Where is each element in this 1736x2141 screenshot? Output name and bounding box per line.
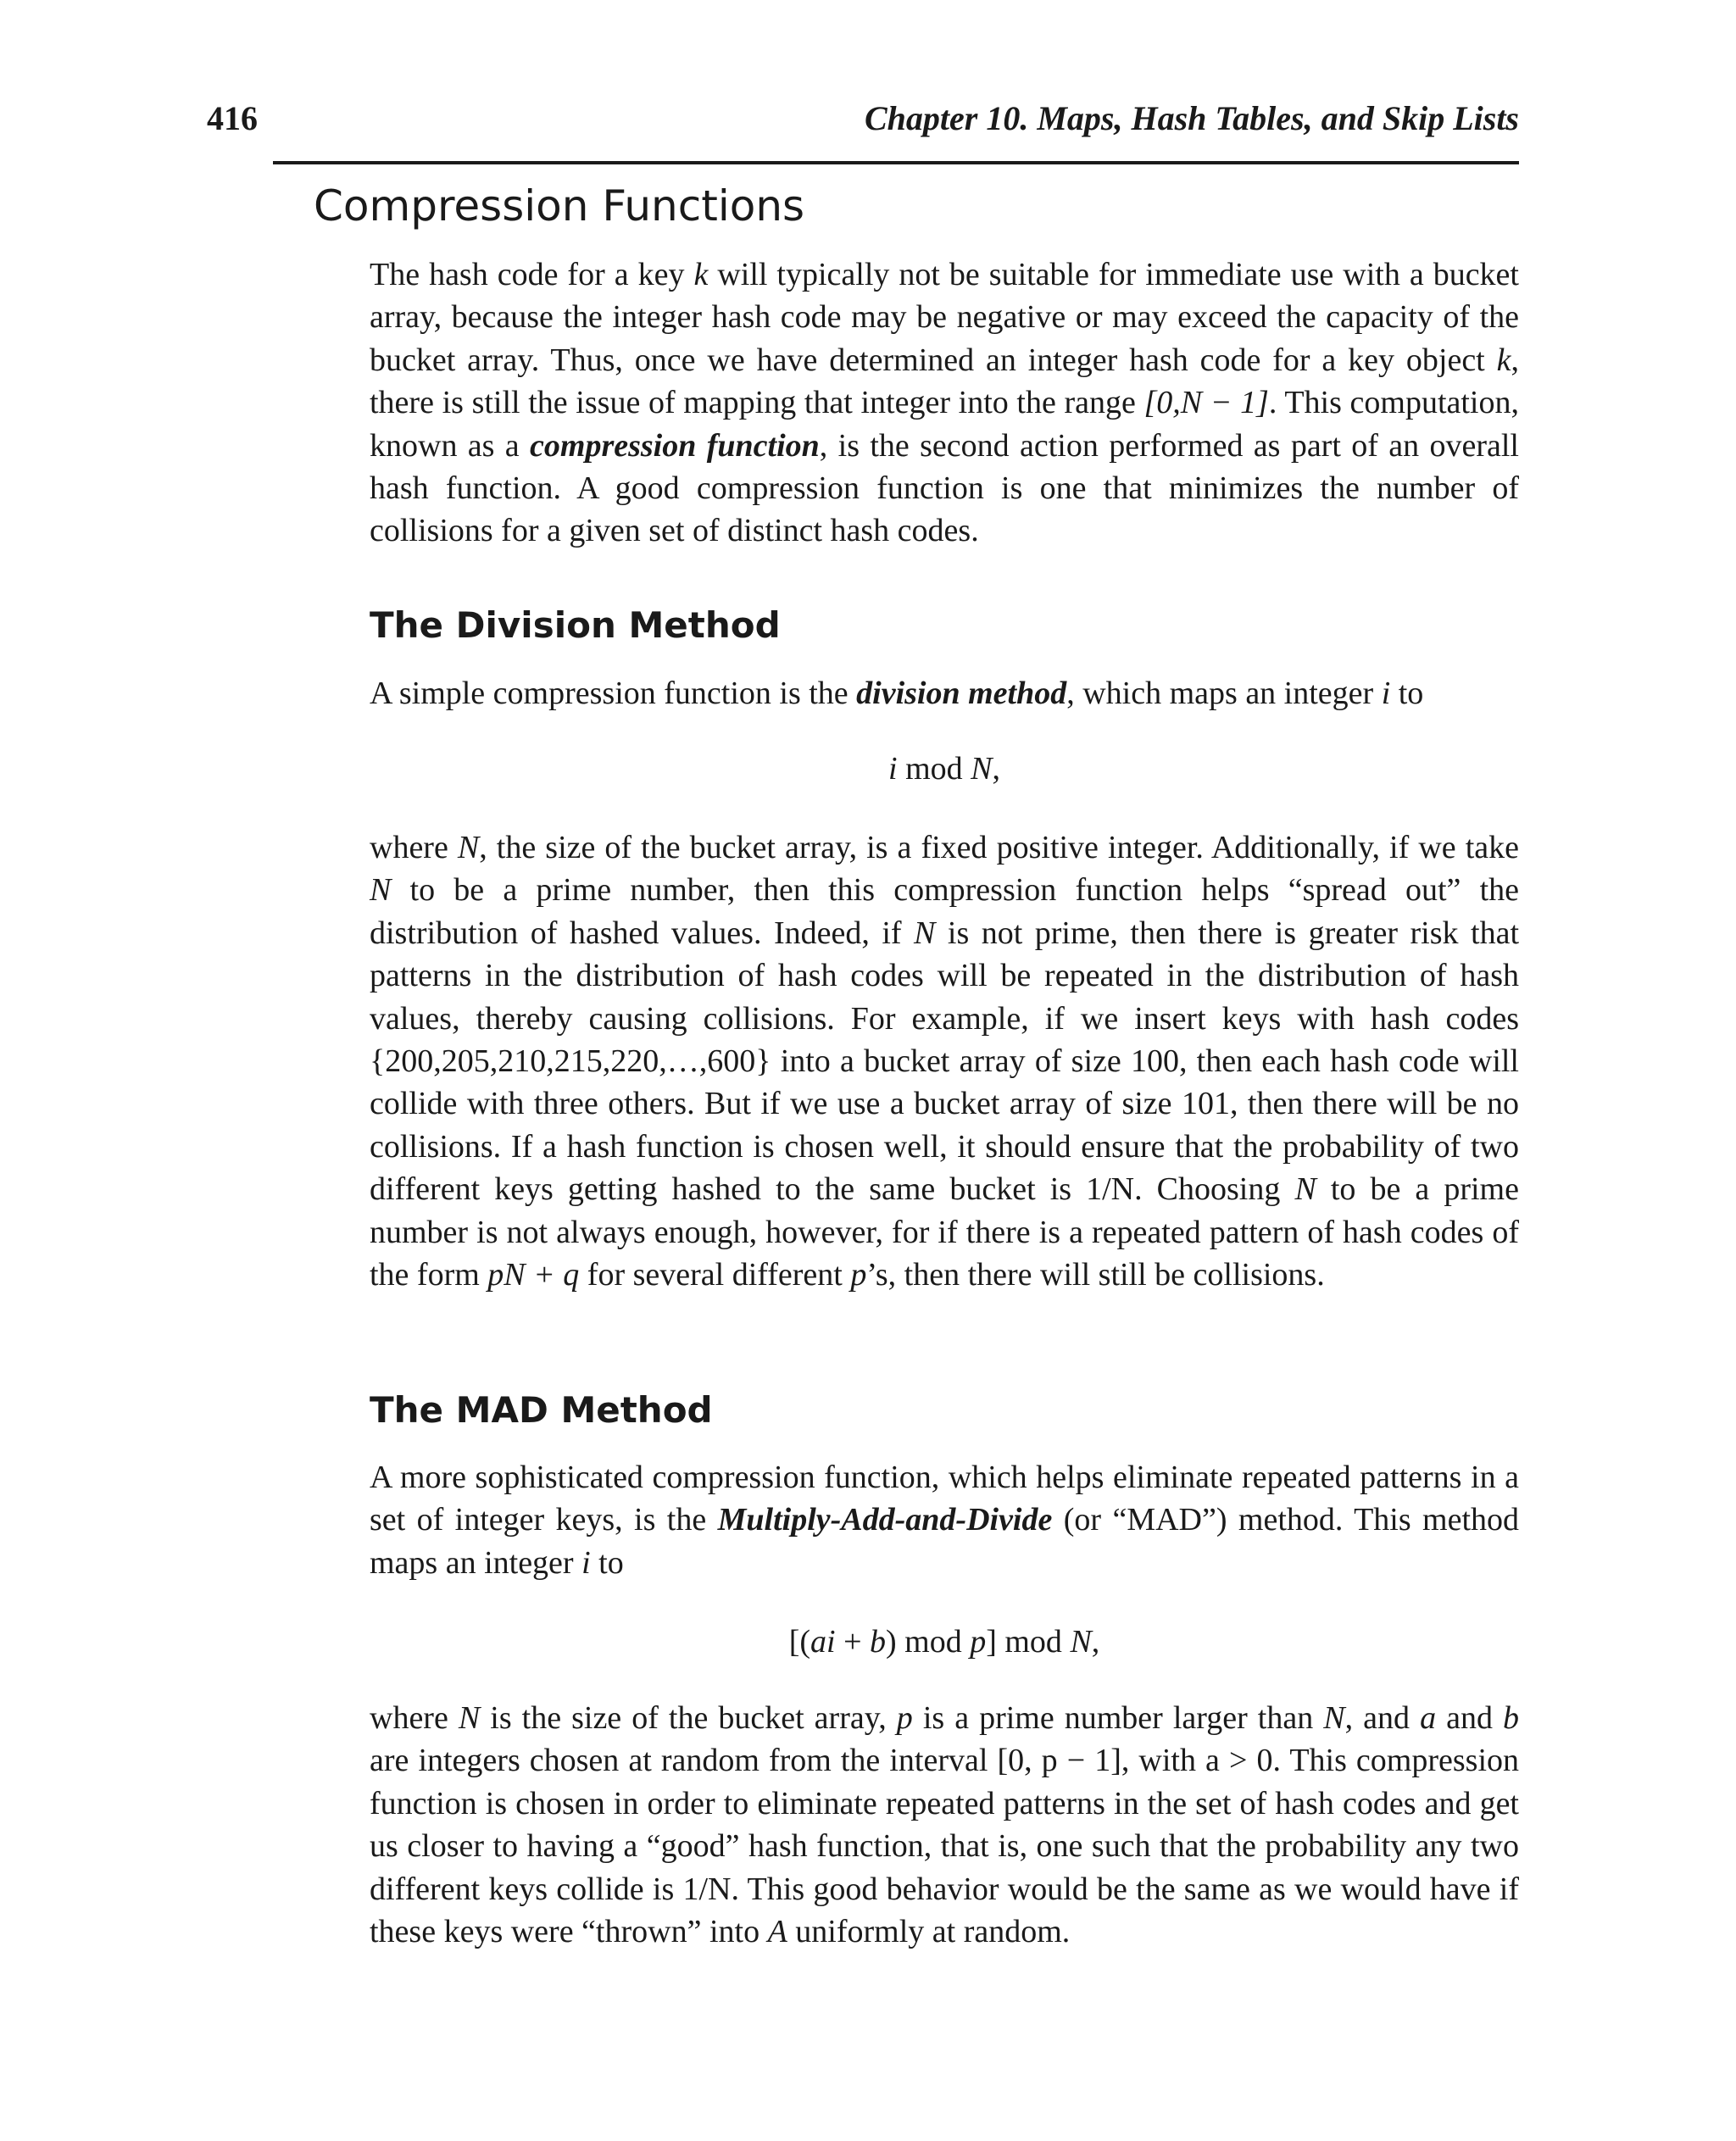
math-probability: 1/N xyxy=(1086,1171,1135,1208)
text: to xyxy=(590,1544,624,1581)
math-i: i xyxy=(888,751,898,787)
text: is a prime number larger than xyxy=(912,1700,1324,1736)
text: is not prime, then there is greater risk that patterns in the distribution of hash codes will be repeated in the distribution of hash values, thereby causing collisions. For example, if we insert keys with hash codes xyxy=(370,915,1519,1037)
math-condition: a > 0 xyxy=(1205,1743,1273,1779)
text: will typically not be suitable for immediate use with a bucket array, because the integer hash code may be negative or may exceed the capacity of the bucket array. Thus, once we have determined an integer hash code for a key object xyxy=(370,257,1519,378)
math-p: p xyxy=(970,1624,987,1660)
text: , is the second action performed as part of an overall hash function. A good compression function is one that minimizes the number of collisions for a given set of distinct hash codes. xyxy=(370,427,1519,549)
math-op: ) mod xyxy=(886,1624,971,1660)
math-n: N xyxy=(370,872,392,909)
math-range: [0,N − 1] xyxy=(1143,385,1269,421)
math-b: b xyxy=(1503,1700,1519,1736)
text: ’s, then there will still be collisions. xyxy=(866,1257,1325,1293)
text: , which maps an integer xyxy=(1066,676,1382,711)
header-rule xyxy=(273,161,1519,164)
text: is the size of the bucket array, xyxy=(480,1700,897,1736)
math-p: p xyxy=(850,1257,867,1293)
text: uniformly at random. xyxy=(787,1914,1071,1950)
math-punct: , xyxy=(992,751,1000,787)
intro-paragraph xyxy=(370,253,1519,553)
math-n: N xyxy=(971,751,993,787)
text: for several different xyxy=(579,1257,851,1293)
text: . Choosing xyxy=(1134,1171,1295,1208)
running-head: Chapter 10. Maps, Hash Tables, and Skip Lists xyxy=(864,99,1519,137)
math-i: i xyxy=(581,1544,591,1581)
math-form: pN + q xyxy=(487,1257,580,1293)
division-method-title: The Division Method xyxy=(370,604,781,646)
text: to be a prime number is not always enough, however, for if there is a repeated pattern of hash codes of the form xyxy=(370,1171,1519,1293)
division-intro xyxy=(370,672,1519,715)
math-p: p xyxy=(896,1700,913,1736)
mad-equation xyxy=(370,1621,1519,1663)
math-k: k xyxy=(1496,342,1511,378)
math-probability: 1/N xyxy=(682,1871,732,1907)
text: , with xyxy=(1121,1743,1206,1779)
math-b: b xyxy=(870,1624,886,1660)
math-op: + xyxy=(835,1624,870,1660)
text: to be a prime number, then this compression function helps “spread out” the distribution of hashed values. Indeed, if xyxy=(370,872,1519,951)
math-interval: [0, p − 1] xyxy=(997,1743,1121,1779)
text: , the size of the bucket array, is a fixed positive integer. Additionally, if we take xyxy=(479,830,1519,865)
text: where xyxy=(370,1700,459,1736)
text: , and xyxy=(1344,1700,1421,1736)
math-op: ] mod xyxy=(986,1624,1071,1660)
text: A simple compression function is the xyxy=(370,676,857,711)
math-n: N xyxy=(458,1700,481,1736)
text: , there is still the issue of mapping that integer into the range xyxy=(370,342,1519,421)
math-n: N xyxy=(914,915,936,951)
page-number: 416 xyxy=(207,99,258,137)
math-bracket: [( xyxy=(788,1624,810,1660)
text: are integers chosen at random from the interval xyxy=(370,1743,998,1779)
mad-method-title: The MAD Method xyxy=(370,1389,713,1431)
term-mad: Multiply-Add-and-Divide xyxy=(717,1502,1053,1538)
text: to xyxy=(1390,676,1424,711)
math-n: N xyxy=(1070,1624,1092,1660)
math-n: N xyxy=(1294,1171,1316,1208)
mad-intro xyxy=(370,1456,1519,1584)
text: and xyxy=(1436,1700,1503,1736)
text: A more sophisticated compression function, which helps eliminate repeated patterns in a set of integer keys, is the xyxy=(370,1460,1519,1538)
math-i: i xyxy=(1381,676,1391,711)
division-body xyxy=(370,826,1519,1296)
text: where xyxy=(370,830,458,865)
math-n: N xyxy=(1323,1700,1345,1736)
text: (or “MAD”) method. This method maps an integer xyxy=(370,1502,1520,1581)
math-set: {200,205,210,215,220,…,600} xyxy=(370,1043,771,1080)
math-a: a xyxy=(1420,1700,1437,1736)
math-op: mod xyxy=(897,751,971,787)
text: . This computation, known as a xyxy=(370,385,1519,464)
math-a-array: A xyxy=(767,1914,787,1950)
math-punct: , xyxy=(1091,1624,1100,1660)
term-compression-function: compression function xyxy=(530,427,820,464)
math-ai: ai xyxy=(810,1624,836,1660)
section-title: Compression Functions xyxy=(314,181,805,231)
division-equation xyxy=(370,748,1519,790)
text: The hash code for a key xyxy=(370,257,694,292)
math-n: N xyxy=(457,830,480,865)
mad-body xyxy=(370,1697,1519,1953)
text: into a bucket array of size 100, then each hash code will collide with three others. But if we use a bucket array of size 101, then there will be no collisions. If a hash function is chosen well, it should ensure that the probability of two different keys getting hashed to the same bucket is xyxy=(370,1043,1519,1208)
text: . This compression function is chosen in order to eliminate repeated patterns in the set of hash codes and get us closer to having a “good” hash function, that is, one such that the probability any two different keys collide is xyxy=(370,1743,1520,1907)
term-division-method: division method xyxy=(856,676,1067,711)
text: . This good behavior would be the same as we would have if these keys were “thrown” into xyxy=(370,1871,1519,1950)
math-k: k xyxy=(693,257,709,292)
